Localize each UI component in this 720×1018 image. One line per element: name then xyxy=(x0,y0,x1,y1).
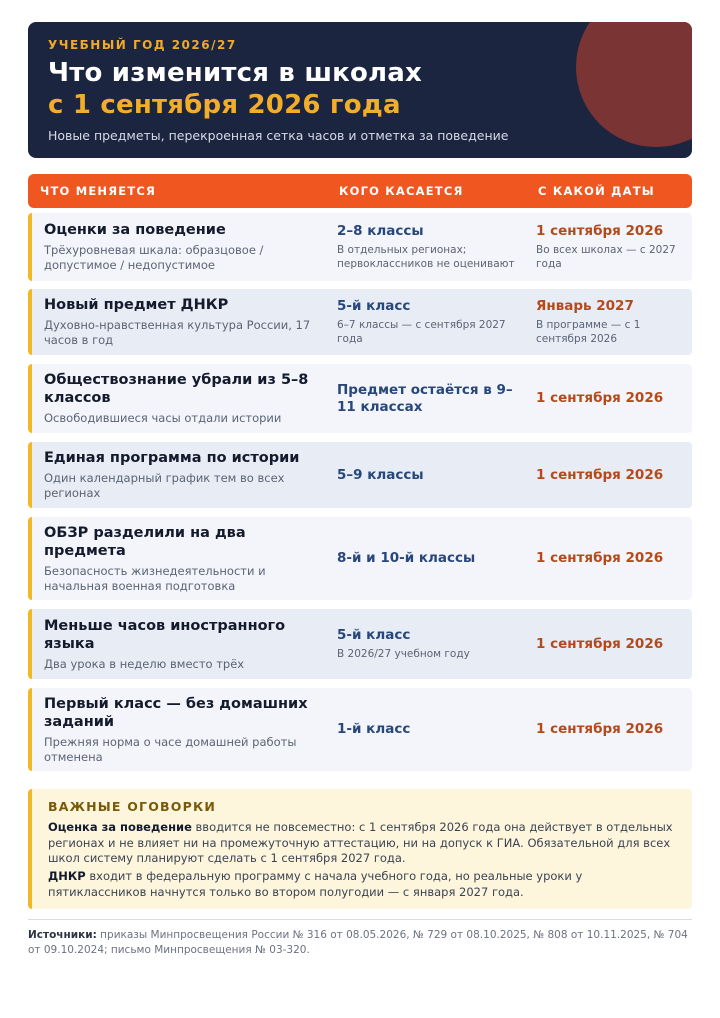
row-who: 5–9 классы xyxy=(337,466,424,483)
note-lead: Оценка за поведение xyxy=(48,820,192,834)
row-date: 1 сентября 2026 xyxy=(536,223,664,239)
row-date-note: Во всех школах — с 2027 года xyxy=(536,244,676,270)
table-row-history xyxy=(28,442,692,508)
row-title: ОБЗР разделили на два предмета xyxy=(44,524,246,559)
row-who: 1-й класс xyxy=(337,721,411,737)
page-title-line-1: Что изменится в школах xyxy=(48,58,422,88)
row-description: Духовно-нравственная культура России, 17 часов в год xyxy=(44,318,311,347)
note-behavior xyxy=(48,820,678,867)
row-date-note: В программе — с 1 сентября 2026 xyxy=(536,319,641,345)
page-title-line-2: с 1 сентября 2026 года xyxy=(48,90,401,120)
sources-label: Источники: xyxy=(28,929,97,941)
row-title: Обществознание убрали из 5–8 классов xyxy=(44,372,309,406)
row-who-note: В отдельных регионах; первоклассников не оценивают xyxy=(337,244,515,270)
decorative-circle xyxy=(576,22,692,147)
row-description: Трёхуровневая шкала: образцовое / допустимое / недопустимое xyxy=(44,243,264,272)
row-description: Освободившиеся часы отдали истории xyxy=(44,411,282,425)
note-text: входит в федеральную программу с начала учебного года, но реальные уроки у пятиклассников начнутся только во втором полугодии — с января 2027 года. xyxy=(48,869,583,899)
divider xyxy=(28,919,692,920)
row-title: Первый класс — без домашних заданий xyxy=(44,695,308,730)
row-date: Январь 2027 xyxy=(536,298,634,314)
row-title: Единая программа по истории xyxy=(44,450,300,466)
sources-text: приказы Минпросвещения России № 316 от 08.05.2026, № 729 от 08.10.2025, № 808 от 10.11.2025, № 704 от 09.10.2024; письмо Минпросвещения № 03-320. xyxy=(28,929,688,956)
notes-title: ВАЖНЫЕ ОГОВОРКИ xyxy=(48,799,217,814)
column-header-who: КОГО КАСАЕТСЯ xyxy=(339,184,464,198)
row-date: 1 сентября 2026 xyxy=(536,466,664,483)
row-who-note: 6–7 классы — с сентября 2027 года xyxy=(337,319,506,345)
row-who: 8-й и 10-й классы xyxy=(337,550,476,566)
column-header-date: С КАКОЙ ДАТЫ xyxy=(538,184,655,198)
row-date: 1 сентября 2026 xyxy=(536,390,664,406)
page-subtitle: Новые предметы, перекроенная сетка часов и отметка за поведение xyxy=(48,128,509,143)
header-banner xyxy=(28,22,692,158)
row-who: 5-й класс xyxy=(337,298,411,314)
table-header xyxy=(28,174,692,208)
header-kicker: УЧЕБНЫЙ ГОД 2026/27 xyxy=(48,38,237,52)
row-date: 1 сентября 2026 xyxy=(536,550,664,566)
row-description: Безопасность жизнедеятельности и начальная военная подготовка xyxy=(44,563,266,593)
table-row-dnkr xyxy=(28,289,692,355)
note-text: вводится не повсеместно: с 1 сентября 2026 года она действует в отдельных регионах и не влияет ни на промежуточную аттестацию, ни на допуск к ГИА. Обязательной для всех школ систему планируют сделать с 1 сентября 2027 года. xyxy=(48,820,673,865)
row-who: Предмет остаётся в 9–11 классах xyxy=(337,381,513,415)
column-header-what: ЧТО МЕНЯЕТСЯ xyxy=(40,184,157,198)
note-lead: ДНКР xyxy=(48,869,86,883)
row-description: Один календарный график тем во всех регионах xyxy=(44,471,285,500)
table-row-foreign-language xyxy=(28,609,692,679)
row-who-note: В 2026/27 учебном году xyxy=(337,648,470,660)
row-title: Новый предмет ДНКР xyxy=(44,297,229,313)
row-title: Оценки за поведение xyxy=(44,222,226,238)
row-who: 2–8 классы xyxy=(337,223,424,239)
note-dnkr xyxy=(48,869,678,900)
row-description: Два урока в неделю вместо трёх xyxy=(44,656,245,671)
table-row-obzr xyxy=(28,517,692,600)
table-row-social-studies xyxy=(28,364,692,433)
table-row-no-homework xyxy=(28,688,692,771)
important-notes-box xyxy=(28,789,692,909)
row-title: Меньше часов иностранного языка xyxy=(44,617,286,652)
sources-footnote xyxy=(28,928,692,958)
row-who: 5-й класс xyxy=(337,627,411,643)
row-date: 1 сентября 2026 xyxy=(536,721,664,737)
row-description: Прежняя норма о часе домашней работы отменена xyxy=(44,734,297,764)
table-row-behavior-grades xyxy=(28,213,692,281)
row-date: 1 сентября 2026 xyxy=(536,635,664,652)
